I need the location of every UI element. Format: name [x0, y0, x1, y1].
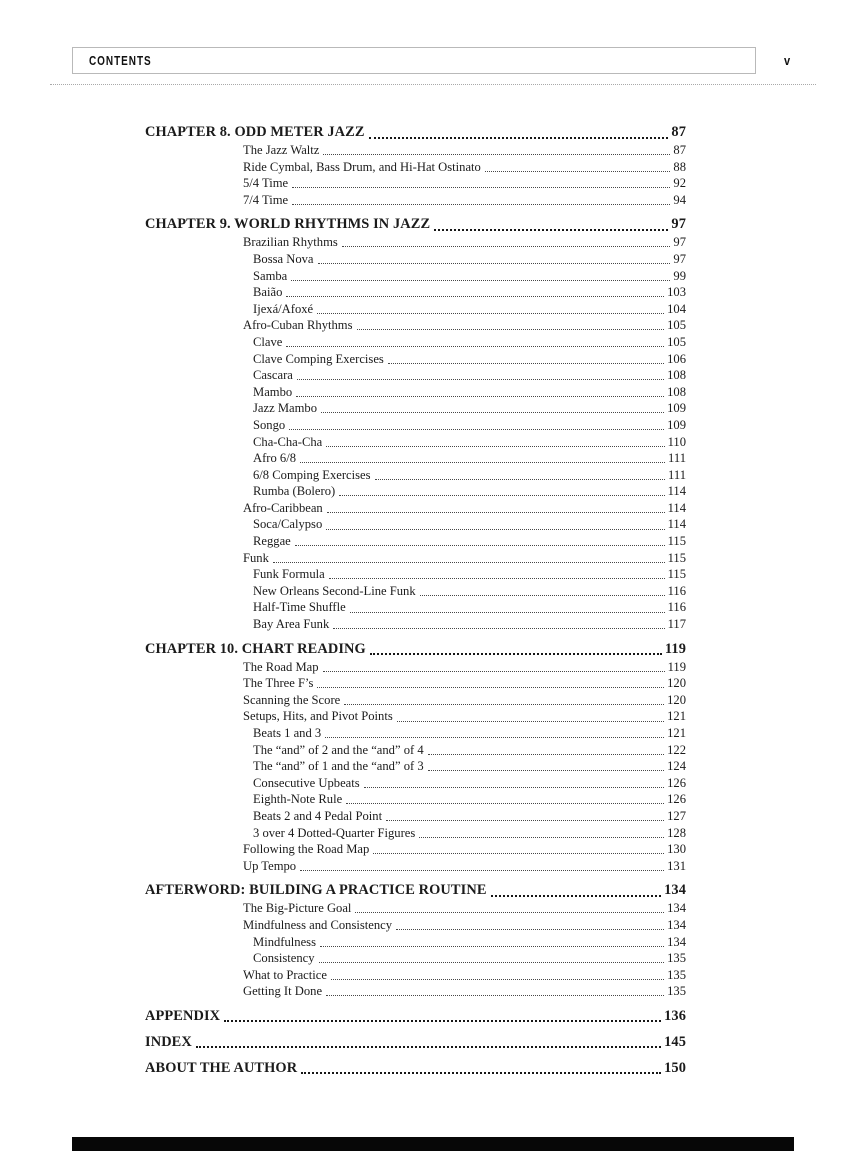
toc-entry-page: 92	[673, 176, 686, 191]
toc-entry-page: 134	[664, 882, 686, 899]
toc-entry-chapter[interactable]	[145, 1059, 686, 1078]
toc-entry-page: 135	[667, 951, 686, 966]
toc-entry-label: Bay Area Funk	[253, 617, 330, 632]
toc-entry-section[interactable]	[145, 708, 686, 725]
toc-entry-page: 119	[667, 659, 686, 674]
toc-entry-label: Funk Formula	[253, 567, 325, 582]
toc-entry-page: 114	[667, 500, 686, 515]
toc-entry-label: Mindfulness	[253, 934, 316, 949]
toc-entry-page: 111	[668, 467, 686, 482]
toc-entry-subsection[interactable]	[145, 533, 686, 550]
toc-entry-subsection[interactable]	[145, 825, 686, 842]
toc-entry-subsection[interactable]	[145, 725, 686, 742]
toc-entry-chapter[interactable]	[145, 1007, 686, 1026]
toc-entry-page: 108	[667, 368, 686, 383]
toc-entry-label: Funk	[243, 550, 269, 565]
toc-entry-subsection[interactable]	[145, 758, 686, 775]
toc-entry-section[interactable]	[145, 692, 686, 709]
dot-leader	[339, 495, 664, 496]
toc-entry-label: Baião	[253, 285, 283, 300]
dot-leader	[434, 229, 668, 231]
toc-entry-subsection[interactable]	[145, 417, 686, 434]
toc-entry-label: Following the Road Map	[243, 842, 370, 857]
toc-entry-page: 126	[667, 792, 686, 807]
toc-entry-subsection[interactable]	[145, 791, 686, 808]
dot-leader	[428, 754, 664, 755]
toc-entry-subsection[interactable]	[145, 950, 686, 967]
toc-entry-page: 150	[664, 1059, 686, 1076]
dot-leader	[485, 171, 671, 172]
toc-entry-label: Cascara	[253, 368, 293, 383]
toc-entry-section[interactable]	[145, 858, 686, 875]
dot-leader	[291, 280, 670, 281]
toc-entry-page: 135	[667, 984, 686, 999]
toc-entry-page: 119	[664, 640, 686, 657]
toc-entry-label: Up Tempo	[243, 858, 297, 873]
running-header-title: CONTENTS	[89, 53, 152, 68]
dot-leader	[289, 429, 664, 430]
toc-entry-label: The “and” of 2 and the “and” of 4	[253, 742, 424, 757]
toc-entry-subsection[interactable]	[145, 450, 686, 467]
toc-entry-page: 97	[671, 216, 686, 233]
toc-entry-section[interactable]	[145, 675, 686, 692]
toc-entry-label: Reggae	[253, 534, 291, 549]
toc-entry-page: 108	[667, 384, 686, 399]
toc-entry-subsection[interactable]	[145, 367, 686, 384]
toc-entry-label: Consistency	[253, 951, 315, 966]
dot-leader	[369, 137, 669, 139]
toc-entry-label: Mindfulness and Consistency	[243, 917, 393, 932]
toc-entry-label: Jazz Mambo	[253, 401, 317, 416]
header-dotted-rule	[50, 84, 816, 85]
page-folio: v	[784, 53, 791, 68]
dot-leader	[326, 446, 664, 447]
toc-entry-label: New Orleans Second-Line Funk	[253, 583, 416, 598]
toc-entry-label: Scanning the Score	[243, 692, 341, 707]
toc-entry-page: 121	[667, 709, 686, 724]
toc-entry-page: 105	[667, 318, 686, 333]
dot-leader	[420, 595, 665, 596]
toc-entry-label: Ijexá/Afoxé	[253, 301, 314, 316]
dot-leader	[323, 671, 665, 672]
dot-leader	[317, 687, 664, 688]
dot-leader	[491, 895, 662, 897]
toc-entry-label: Beats 1 and 3	[253, 726, 322, 740]
toc-entry-page: 117	[667, 617, 686, 632]
dot-leader	[224, 1020, 661, 1022]
toc-entry-label: 6/8 Comping Exercises	[253, 467, 371, 482]
toc-entry-page: 99	[673, 268, 686, 283]
dot-leader	[317, 313, 664, 314]
toc-entry-subsection[interactable]	[145, 583, 686, 600]
dot-leader	[344, 704, 664, 705]
dot-leader	[350, 612, 665, 613]
dot-leader	[321, 412, 664, 413]
toc-entry-subsection[interactable]	[145, 301, 686, 318]
toc-entry-page: 124	[667, 759, 686, 774]
toc-entry-label: Mambo	[253, 384, 293, 399]
dot-leader	[327, 512, 665, 513]
toc-entry-subsection[interactable]	[145, 384, 686, 401]
toc-entry-chapter[interactable]	[145, 1033, 686, 1052]
toc-entry-page: 130	[667, 842, 686, 857]
toc-entry-page: 121	[667, 726, 686, 740]
toc-entry-page: 87	[671, 124, 686, 140]
dot-leader	[386, 820, 664, 821]
toc-entry-subsection[interactable]	[145, 742, 686, 759]
toc-entry-section[interactable]	[145, 900, 686, 917]
toc-entry-subsection[interactable]	[145, 599, 686, 616]
toc-entry-page: 88	[673, 159, 686, 174]
toc-entry-page: 97	[673, 235, 686, 250]
toc-entry-label: Bossa Nova	[253, 251, 314, 266]
toc-entry-label: CHAPTER 10. CHART READING	[145, 640, 366, 657]
dot-leader	[286, 296, 664, 297]
dot-leader	[295, 545, 665, 546]
toc-entry-section[interactable]	[145, 159, 686, 176]
toc-entry-label: The Big-Picture Goal	[243, 901, 352, 916]
toc-entry-page: 87	[673, 143, 686, 157]
dot-leader	[396, 929, 664, 930]
toc-entry-section[interactable]	[145, 500, 686, 517]
toc-entry-label: Beats 2 and 4 Pedal Point	[253, 808, 383, 823]
toc-entry-label: 3 over 4 Dotted-Quarter Figures	[253, 825, 416, 840]
toc-entry-label: Half-Time Shuffle	[253, 600, 346, 615]
toc-entry-page: 134	[667, 901, 686, 916]
toc-entry-subsection[interactable]	[145, 566, 686, 583]
toc-entry-page: 115	[667, 550, 686, 565]
dot-leader	[326, 529, 664, 530]
toc-entry-label: What to Practice	[243, 967, 327, 982]
dot-leader	[375, 479, 666, 480]
toc-entry-label: Eighth-Note Rule	[253, 792, 343, 807]
toc-entry-subsection[interactable]	[145, 516, 686, 533]
toc-entry-label: Afro-Cuban Rhythms	[243, 318, 353, 333]
dot-leader	[318, 263, 671, 264]
toc-entry-page: 122	[667, 742, 686, 757]
dot-leader	[357, 329, 665, 330]
toc-entry-label: APPENDIX	[145, 1007, 221, 1024]
dot-leader	[196, 1046, 661, 1048]
toc-entry-label: CHAPTER 9. WORLD RHYTHMS IN JAZZ	[145, 216, 431, 233]
toc-entry-chapter[interactable]	[145, 123, 686, 142]
dot-leader	[419, 837, 664, 838]
toc-entry-page: 106	[667, 351, 686, 366]
toc-entry-subsection[interactable]	[145, 351, 686, 368]
toc-entry-label: Songo	[253, 417, 286, 432]
dot-leader	[346, 803, 664, 804]
dot-leader	[292, 187, 670, 188]
toc-entry-page: 131	[667, 858, 686, 873]
toc-entry-subsection[interactable]	[145, 483, 686, 500]
toc-entry-chapter[interactable]	[145, 640, 686, 659]
toc-entry-page: 127	[667, 808, 686, 823]
dot-leader	[397, 721, 664, 722]
toc-entry-label: Soca/Calypso	[253, 517, 323, 532]
toc-entry-section[interactable]	[145, 192, 686, 209]
dot-leader	[325, 737, 664, 738]
toc-entry-section[interactable]	[145, 175, 686, 192]
dot-leader	[342, 246, 671, 247]
toc-entry-label: INDEX	[145, 1033, 192, 1050]
toc-entry-page: 114	[667, 517, 686, 532]
dot-leader	[428, 770, 664, 771]
toc-entry-subsection[interactable]	[145, 934, 686, 951]
toc-entry-page: 115	[667, 567, 686, 582]
toc-entry-label: Afro 6/8	[253, 451, 297, 466]
toc-entry-label: Afro-Caribbean	[243, 500, 323, 515]
toc-entry-label: Getting It Done	[243, 984, 323, 999]
footer-bar	[72, 1137, 794, 1151]
toc-entry-label: 7/4 Time	[243, 192, 289, 207]
toc-entry-subsection[interactable]	[145, 334, 686, 351]
toc-entry-page: 94	[673, 192, 686, 207]
dot-leader	[373, 853, 664, 854]
toc-entry-page: 126	[667, 775, 686, 790]
dot-leader	[300, 870, 664, 871]
toc-entry-section[interactable]	[145, 317, 686, 334]
toc-entry-page: 116	[667, 600, 686, 615]
toc-entry-label: Ride Cymbal, Bass Drum, and Hi-Hat Ostinato	[243, 159, 481, 174]
toc-entry-page: 135	[667, 967, 686, 982]
toc-entry-page: 136	[664, 1007, 686, 1024]
toc-entry-page: 145	[664, 1033, 686, 1050]
toc-entry-page: 134	[667, 934, 686, 949]
dot-leader	[388, 363, 664, 364]
toc-entry-subsection[interactable]	[145, 616, 686, 633]
toc-entry-page: 134	[667, 917, 686, 932]
toc-entry-label: The “and” of 1 and the “and” of 3	[253, 759, 424, 774]
dot-leader	[364, 787, 664, 788]
toc-entry-label: Rumba (Bolero)	[253, 484, 336, 499]
running-header-box	[72, 47, 756, 74]
dot-leader	[301, 1072, 661, 1074]
toc-entry-page: 120	[667, 692, 686, 707]
toc-entry-page: 97	[673, 251, 686, 266]
toc-entry-page: 111	[668, 451, 686, 466]
toc-entry-page: 103	[667, 285, 686, 300]
dot-leader	[326, 995, 664, 996]
toc-entry-page: 115	[667, 534, 686, 549]
toc-entry-label: ABOUT THE AUTHOR	[145, 1059, 298, 1076]
toc-entry-label: The Three F’s	[243, 676, 314, 691]
dot-leader	[300, 462, 665, 463]
toc-entry-section[interactable]	[145, 967, 686, 984]
toc-entry-page: 105	[667, 334, 686, 349]
toc-entry-section[interactable]	[145, 550, 686, 567]
dot-leader	[320, 946, 664, 947]
dot-leader	[331, 979, 664, 980]
toc-entry-page: 110	[667, 434, 686, 449]
toc-entry-page: 109	[667, 417, 686, 432]
toc-entry-label: The Road Map	[243, 659, 319, 674]
dot-leader	[292, 204, 670, 205]
toc-entry-subsection[interactable]	[145, 284, 686, 301]
dot-leader	[323, 154, 670, 155]
dot-leader	[370, 653, 662, 655]
toc-entry-subsection[interactable]	[145, 400, 686, 417]
dot-leader	[296, 396, 664, 397]
toc-entry-subsection[interactable]	[145, 251, 686, 268]
toc-entry-chapter[interactable]	[145, 881, 686, 900]
toc-entry-subsection[interactable]	[145, 775, 686, 792]
toc-entry-label: Brazilian Rhythms	[243, 235, 338, 250]
toc-entry-section[interactable]	[145, 917, 686, 934]
toc-entry-section[interactable]	[145, 659, 686, 676]
toc-entry-page: 128	[667, 825, 686, 840]
toc-entry-label: CHAPTER 8. ODD METER JAZZ	[145, 124, 365, 140]
table-of-contents	[145, 116, 686, 1078]
dot-leader	[286, 346, 664, 347]
toc-entry-section[interactable]	[145, 841, 686, 858]
toc-entry-section[interactable]	[145, 234, 686, 251]
dot-leader	[319, 962, 665, 963]
toc-entry-label: Clave Comping Exercises	[253, 351, 384, 366]
toc-entry-label: Consecutive Upbeats	[253, 775, 360, 790]
toc-entry-subsection[interactable]	[145, 467, 686, 484]
toc-entry-section[interactable]	[145, 983, 686, 1000]
toc-entry-label: Cha-Cha-Cha	[253, 434, 323, 449]
dot-leader	[333, 628, 664, 629]
toc-entry-subsection[interactable]	[145, 268, 686, 285]
toc-entry-page: 116	[667, 583, 686, 598]
toc-entry-label: Clave	[253, 334, 283, 349]
toc-entry-label: 5/4 Time	[243, 176, 289, 191]
toc-entry-page: 109	[667, 401, 686, 416]
toc-entry-chapter[interactable]	[145, 215, 686, 234]
toc-entry-page: 114	[667, 484, 686, 499]
toc-entry-subsection[interactable]	[145, 434, 686, 451]
toc-entry-section[interactable]	[145, 142, 686, 159]
toc-entry-page: 104	[667, 301, 686, 316]
dot-leader	[273, 562, 665, 563]
dot-leader	[297, 379, 664, 380]
dot-leader	[329, 578, 665, 579]
toc-entry-page: 120	[667, 676, 686, 691]
dot-leader	[355, 912, 664, 913]
toc-entry-subsection[interactable]	[145, 808, 686, 825]
toc-entry-label: Setups, Hits, and Pivot Points	[243, 709, 393, 724]
toc-entry-label: AFTERWORD: BUILDING A PRACTICE ROUTINE	[145, 882, 487, 899]
toc-entry-label: The Jazz Waltz	[243, 143, 320, 157]
toc-entry-label: Samba	[253, 268, 288, 283]
